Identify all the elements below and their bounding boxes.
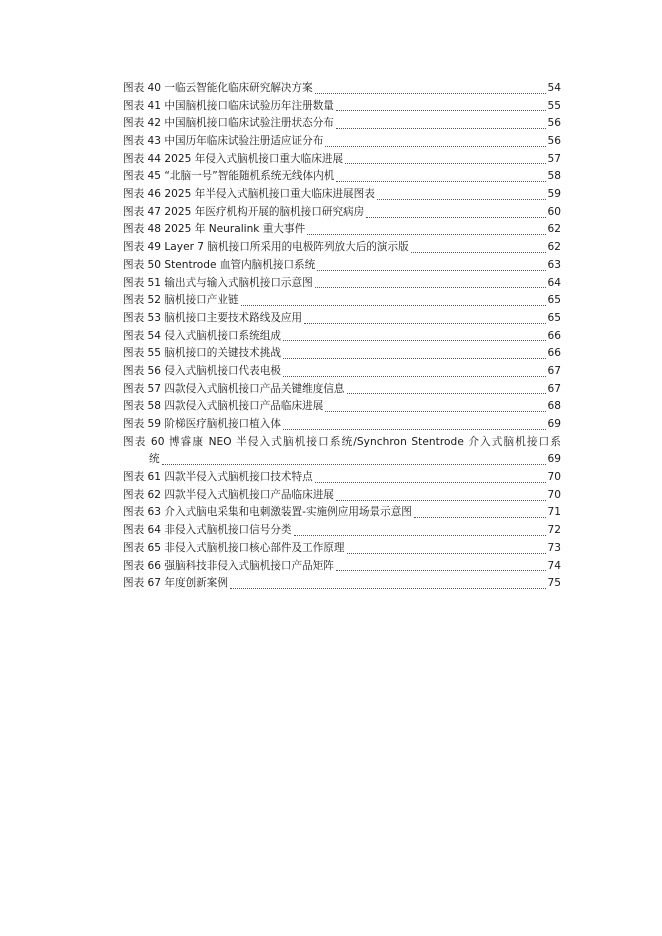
toc-entry-title: 图表 55 脑机接口的关键技术挑战 — [123, 347, 281, 360]
dot-leader — [241, 305, 546, 306]
toc-entry-title: 图表 59 阶梯医疗脑机接口植入体 — [123, 418, 281, 431]
toc-entry[interactable] — [123, 80, 561, 98]
toc-page-number: 60 — [547, 205, 561, 218]
dot-leader — [317, 270, 545, 271]
toc-page-number: 54 — [547, 81, 561, 94]
toc-entry-title: 图表 66 强脑科技非侵入式脑机接口产品矩阵 — [123, 559, 334, 572]
toc-page-number: 63 — [547, 258, 561, 271]
toc-page-number: 70 — [547, 488, 561, 501]
dot-leader — [345, 163, 545, 164]
toc-entry[interactable] — [123, 363, 561, 381]
dot-leader — [230, 588, 546, 589]
toc-entry-title: 图表 47 2025 年医疗机构开展的脑机接口研究病房 — [123, 205, 365, 218]
toc-page-number: 66 — [547, 347, 561, 360]
toc-page-number: 56 — [547, 117, 561, 130]
toc-entry[interactable] — [123, 133, 561, 151]
toc-entry[interactable] — [123, 275, 561, 293]
toc-entry-title: 图表 65 非侵入式脑机接口核心部件及工作原理 — [123, 541, 345, 554]
dot-leader — [377, 199, 546, 200]
toc-entry-title: 图表 63 介入式脑电采集和电刺激装置-实施例应用场景示意图 — [123, 506, 412, 519]
toc-entry-title: 图表 46 2025 年半侵入式脑机接口重大临床进展图表 — [123, 188, 375, 201]
dot-leader — [347, 393, 546, 394]
toc-page-number: 55 — [547, 99, 561, 112]
toc-page-number: 73 — [547, 541, 561, 554]
toc-page-number: 56 — [547, 135, 561, 148]
toc-entry-title: 图表 50 Stentrode 血管内脑机接口系统 — [123, 258, 316, 271]
toc-page-number: 67 — [547, 382, 561, 395]
toc-entry-title: 图表 61 四款半侵入式脑机接口技术特点 — [123, 471, 313, 484]
toc-page-number: 58 — [547, 170, 561, 183]
toc-entry[interactable] — [123, 505, 561, 523]
toc-page-number: 66 — [547, 329, 561, 342]
dot-leader — [366, 217, 545, 218]
toc-entry-title: 图表 67 年度创新案例 — [123, 577, 228, 590]
toc-entry[interactable] — [123, 416, 561, 434]
toc-entry-title: 图表 48 2025 年 Neuralink 重大事件 — [123, 223, 306, 236]
toc-page-number: 68 — [547, 400, 561, 413]
dot-leader — [315, 93, 546, 94]
dot-leader — [304, 323, 545, 324]
toc-entry[interactable] — [123, 115, 561, 133]
toc-entry-title: 图表 56 侵入式脑机接口代表电极 — [123, 364, 281, 377]
toc-entry[interactable] — [123, 328, 561, 346]
dot-leader — [336, 570, 546, 571]
toc-entry-title: 图表 49 Layer 7 脑机接口所采用的电极阵列放大后的演示版 — [123, 241, 409, 254]
toc-entry[interactable] — [123, 239, 561, 257]
toc-entry-title: 图表 45 “北脑一号”智能随机系统无线体内机 — [123, 170, 335, 183]
toc-entry-title: 图表 44 2025 年侵入式脑机接口重大临床进展 — [123, 152, 344, 165]
toc-entry-title: 图表 54 侵入式脑机接口系统组成 — [123, 329, 281, 342]
toc-entry[interactable] — [123, 398, 561, 416]
toc-page-number: 65 — [547, 294, 561, 307]
dot-leader — [325, 146, 545, 147]
toc-page-number: 57 — [547, 152, 561, 165]
toc-page-number: 59 — [547, 188, 561, 201]
toc-page-number: 74 — [547, 559, 561, 572]
toc-entry[interactable] — [123, 381, 561, 399]
toc-entry-title: 图表 62 四款半侵入式脑机接口产品临床进展 — [123, 488, 334, 501]
toc-page-number: 62 — [547, 223, 561, 236]
toc-entry[interactable] — [123, 434, 561, 469]
toc-entry-title: 图表 43 中国历年临床试验注册适应证分布 — [123, 135, 324, 148]
toc-entry[interactable] — [123, 257, 561, 275]
toc-entry[interactable] — [123, 345, 561, 363]
toc-page-number: 64 — [547, 276, 561, 289]
dot-leader — [283, 358, 546, 359]
dot-leader — [325, 411, 545, 412]
toc-entry-title: 图表 51 输出式与输入式脑机接口示意图 — [123, 276, 313, 289]
toc-entry-title: 图表 41 中国脑机接口临床试验历年注册数量 — [123, 99, 334, 112]
dot-leader — [315, 482, 546, 483]
toc-entry-title: 图表 40 一临云智能化临床研究解决方案 — [123, 81, 313, 94]
dot-leader — [411, 252, 546, 253]
dot-leader — [336, 128, 546, 129]
dot-leader — [162, 464, 546, 465]
toc-page-number: 67 — [547, 364, 561, 377]
toc-page-number: 70 — [547, 471, 561, 484]
toc-entry-title: 图表 60 博睿康 NEO 半侵入式脑机接口系统/Synchron Stentrode 介入式脑机接口系 — [123, 435, 561, 448]
dot-leader — [347, 553, 546, 554]
toc-page-number: 69 — [547, 453, 561, 466]
toc-page-number: 72 — [547, 524, 561, 537]
toc-entry-title: 图表 64 非侵入式脑机接口信号分类 — [123, 524, 292, 537]
toc-entry-title-continued: 统 — [149, 453, 160, 466]
toc-page-number: 71 — [547, 506, 561, 519]
toc-entry[interactable] — [123, 575, 561, 593]
toc-entry[interactable] — [123, 98, 561, 116]
toc-page-number: 62 — [547, 241, 561, 254]
toc-entry-title: 图表 42 中国脑机接口临床试验注册状态分布 — [123, 117, 334, 130]
toc-entry[interactable] — [123, 540, 561, 558]
toc-entry[interactable] — [123, 292, 561, 310]
toc-entry[interactable] — [123, 310, 561, 328]
dot-leader — [315, 287, 546, 288]
dot-leader — [283, 429, 546, 430]
toc-page-number: 75 — [547, 577, 561, 590]
dot-leader — [307, 234, 545, 235]
dot-leader — [283, 340, 546, 341]
toc-page-number: 69 — [547, 418, 561, 431]
toc-entry-title: 图表 52 脑机接口产业链 — [123, 294, 239, 307]
toc-entry[interactable] — [123, 222, 561, 240]
toc-entry[interactable] — [123, 469, 561, 487]
dot-leader — [414, 517, 546, 518]
toc-entry-title: 图表 58 四款侵入式脑机接口产品临床进展 — [123, 400, 324, 413]
table-of-figures — [123, 80, 561, 593]
toc-entry[interactable] — [123, 151, 561, 169]
dot-leader — [283, 376, 546, 377]
toc-entry[interactable] — [123, 558, 561, 576]
toc-entry-title: 图表 57 四款侵入式脑机接口产品关键维度信息 — [123, 382, 345, 395]
dot-leader — [336, 500, 546, 501]
toc-entry[interactable] — [123, 487, 561, 505]
toc-page-number: 65 — [547, 311, 561, 324]
toc-entry[interactable] — [123, 522, 561, 540]
toc-entry[interactable] — [123, 168, 561, 186]
dot-leader — [294, 535, 546, 536]
toc-entry[interactable] — [123, 204, 561, 222]
toc-entry[interactable] — [123, 186, 561, 204]
dot-leader — [336, 110, 546, 111]
toc-entry-title: 图表 53 脑机接口主要技术路线及应用 — [123, 311, 303, 324]
dot-leader — [336, 181, 545, 182]
